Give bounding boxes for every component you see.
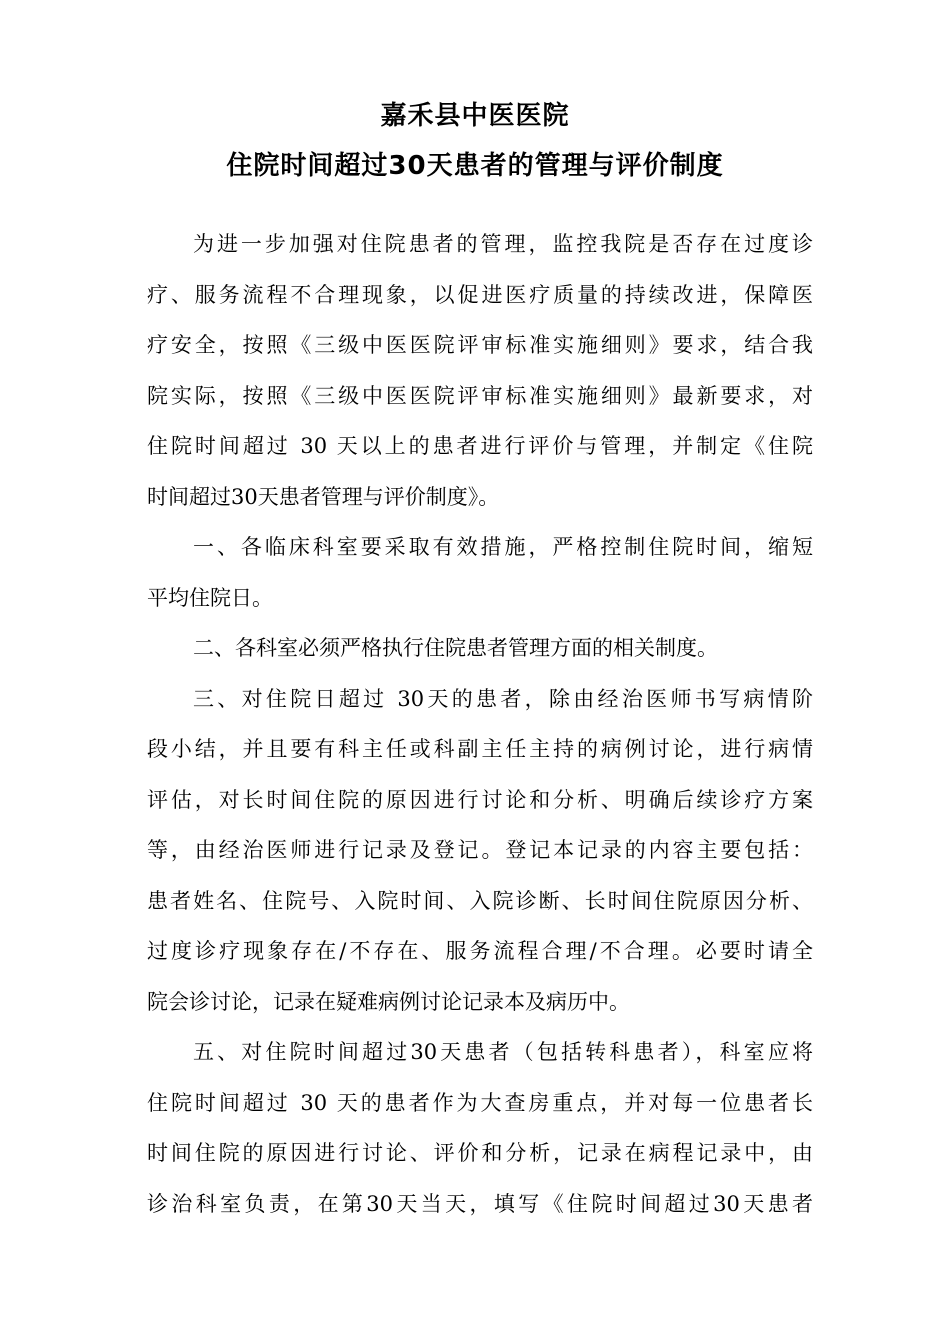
- paragraph-line: 时间超过30天患者管理与评价制度》。: [147, 484, 500, 509]
- paragraph-line: 过度诊疗现象存在/不存在、服务流程合理/不合理。必要时请全: [147, 939, 813, 963]
- paragraph-line: 院实际，按照《三级中医医院评审标准实施细则》最新要求，对: [147, 383, 813, 408]
- policy-title: 住院时间超过30天患者的管理与评价制度: [226, 151, 724, 181]
- paragraph-line: 院会诊讨论，记录在疑难病例讨论记录本及病历中。: [147, 989, 630, 1014]
- paragraph-line: 二、各科室必须严格执行住院患者管理方面的相关制度。: [193, 636, 718, 660]
- paragraph-line: 疗安全，按照《三级中医医院评审标准实施细则》要求，结合我: [147, 333, 813, 357]
- paragraph-line: 一、各临床科室要采取有效措施，严格控制住院时间，缩短: [193, 535, 813, 559]
- paragraph-line: 为进一步加强对住院患者的管理，监控我院是否存在过度诊: [193, 232, 813, 256]
- paragraph-line: 段小结，并且要有科主任或科副主任主持的病例讨论，进行病情: [147, 737, 813, 761]
- paragraph-line: 住院时间超过 30 天以上的患者进行评价与管理，并制定《住院: [147, 434, 813, 458]
- paragraph-line: 诊治科室负责，在第30天当天，填写《住院时间超过30天患者: [147, 1191, 813, 1216]
- paragraph-line: 等，由经治医师进行记录及登记。登记本记录的内容主要包括：: [147, 838, 813, 862]
- document-body: [147, 225, 813, 1235]
- paragraph-line: 疗、服务流程不合理现象，以促进医疗质量的持续改进，保障医: [147, 282, 813, 307]
- paragraph-line: 住院时间超过 30 天的患者作为大查房重点，并对每一位患者长: [147, 1090, 813, 1115]
- paragraph-line: 平均住院日。: [147, 585, 273, 610]
- hospital-name-title: 嘉禾县中医医院: [380, 101, 570, 131]
- paragraph-line: 评估，对长时间住院的原因进行讨论和分析、明确后续诊疗方案: [147, 787, 813, 812]
- paragraph-line: 三、对住院日超过 30天的患者，除由经治医师书写病情阶: [193, 686, 813, 711]
- paragraph-line: 患者姓名、住院号、入院时间、入院诊断、长时间住院原因分析、: [147, 888, 813, 913]
- paragraph-line: 五、对住院时间超过30天患者（包括转科患者），科室应将: [193, 1040, 813, 1064]
- paragraph-line: 时间住院的原因进行讨论、评价和分析，记录在病程记录中，由: [147, 1141, 813, 1165]
